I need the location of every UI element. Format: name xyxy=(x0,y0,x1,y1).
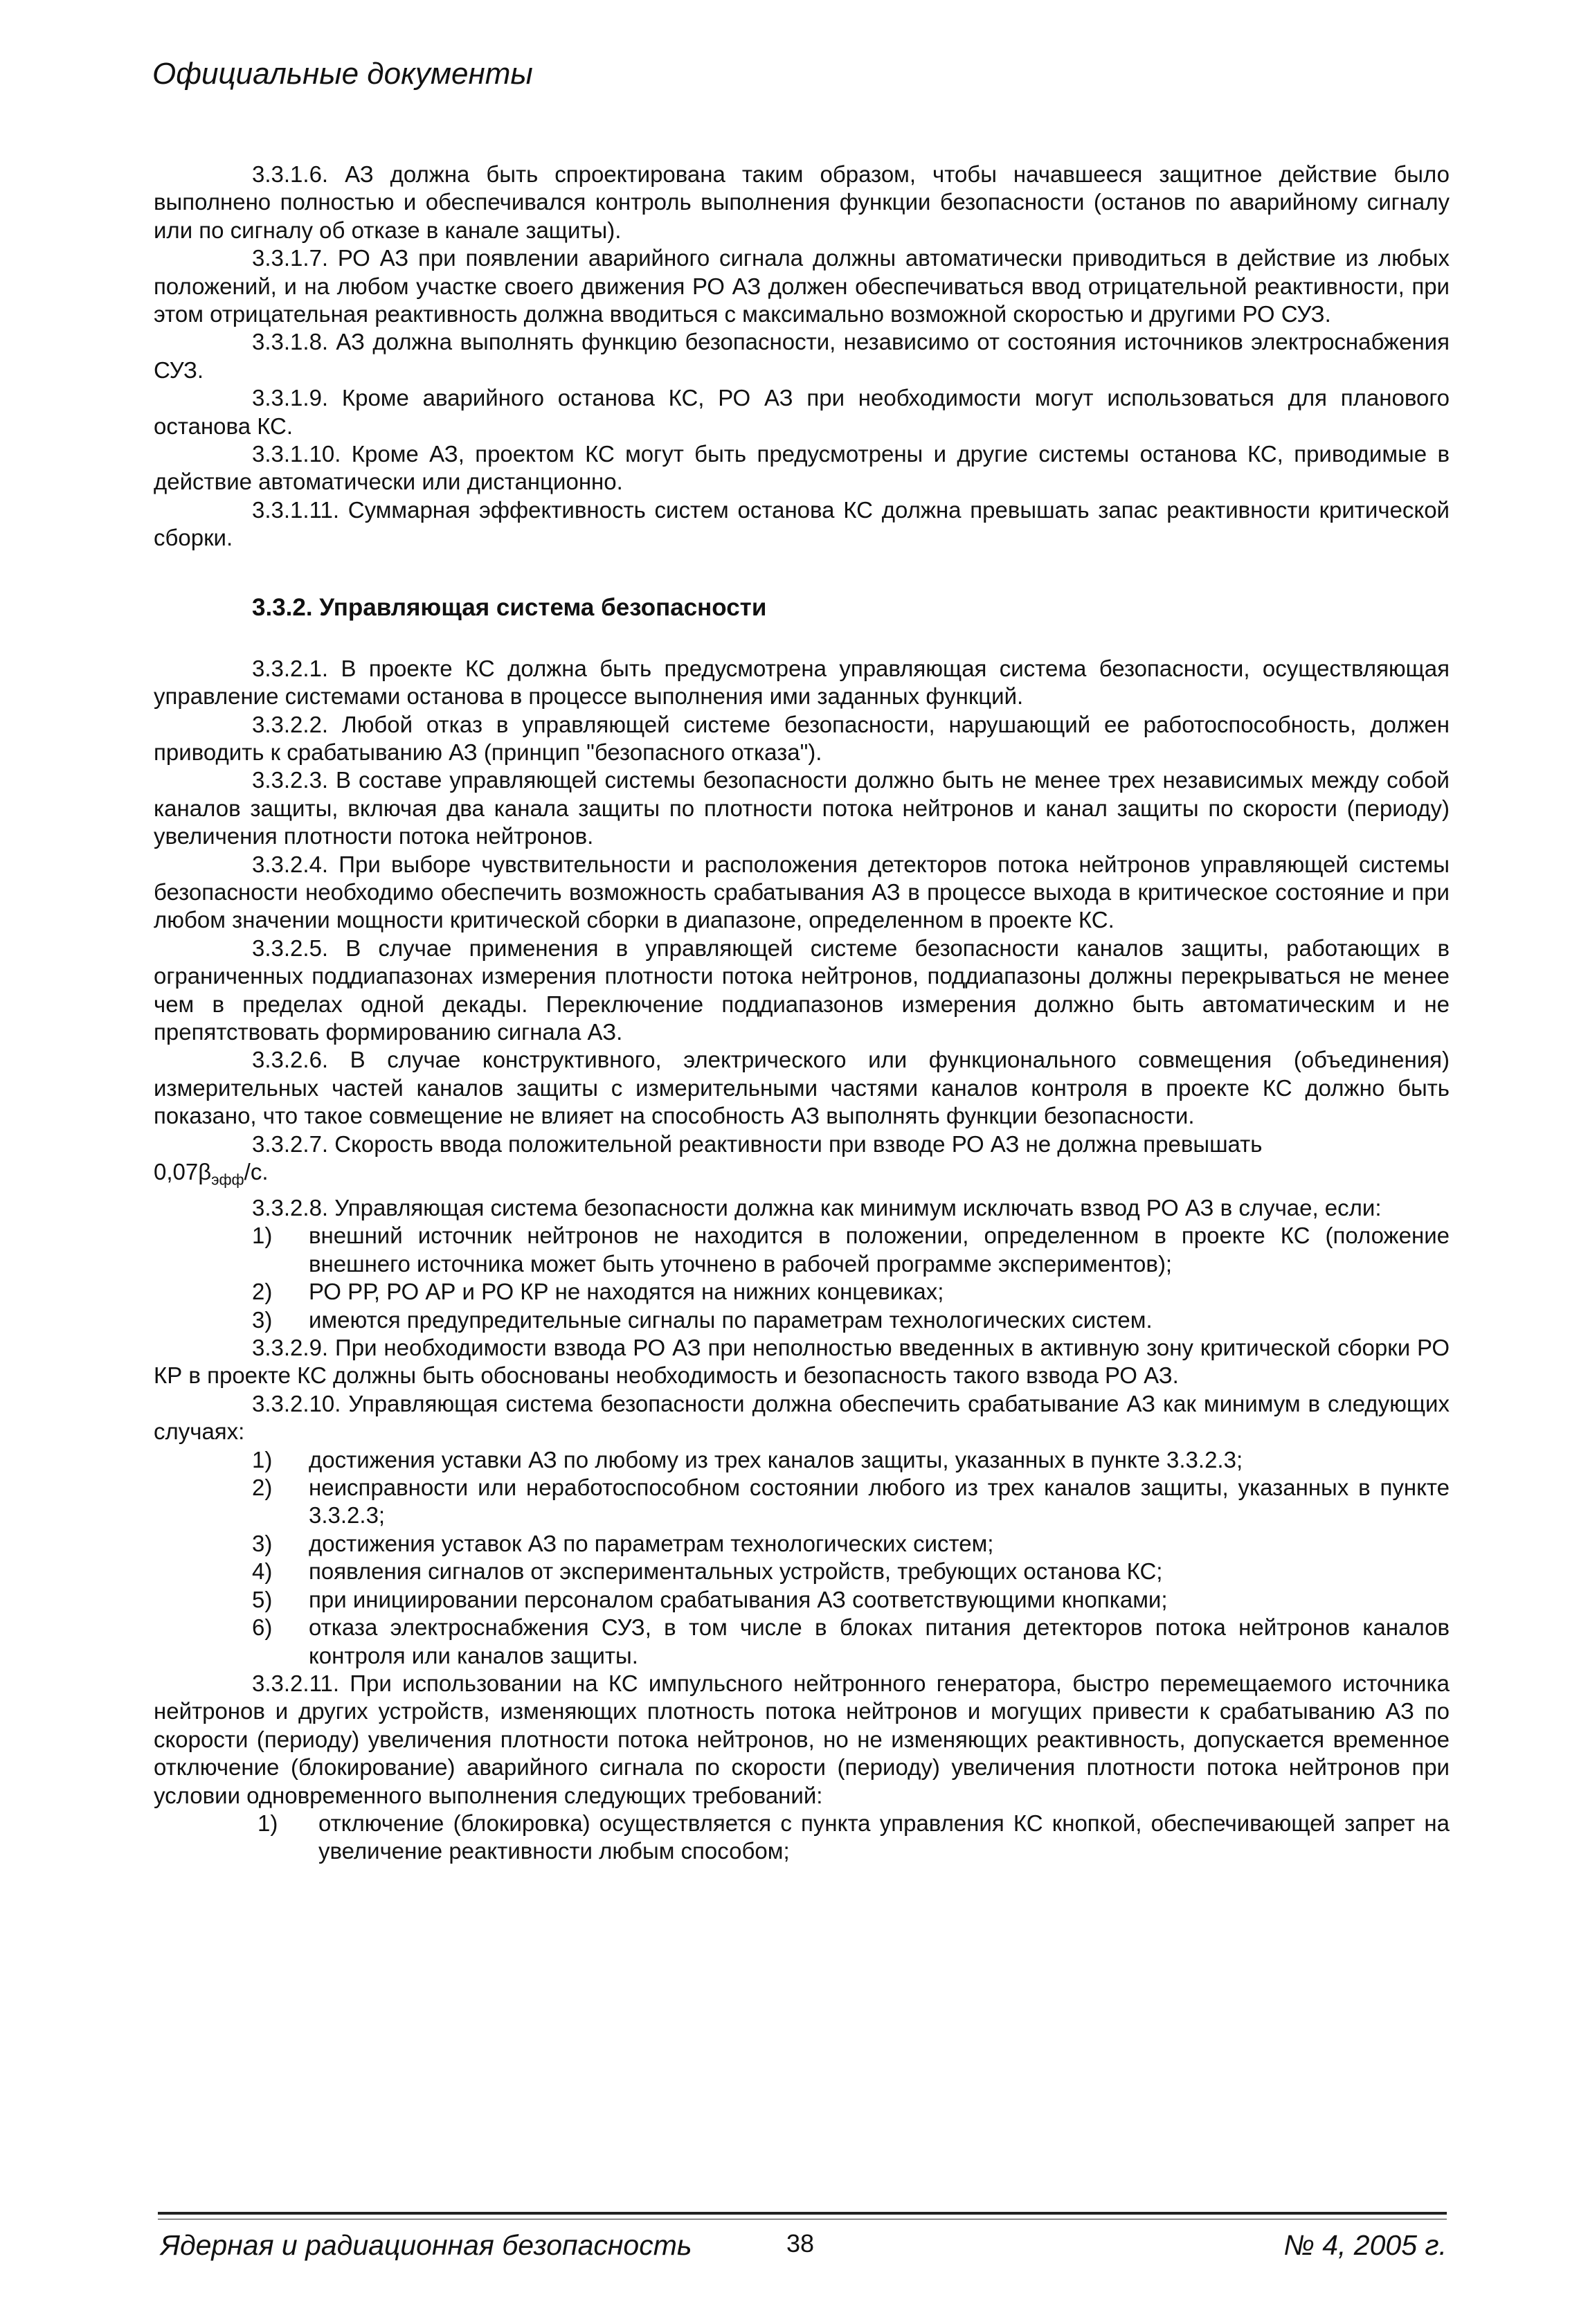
paragraph-text: 3.3.2.9. При необходимости взвода РО АЗ при неполностью введенных в активную зону критической сборки РО КР в проекте КС должны быть обоснованы необходимость и безопасность такого взвода РО АЗ. xyxy=(154,1335,1450,1389)
paragraph xyxy=(154,328,1450,384)
list-item xyxy=(154,1530,1450,1558)
page-number: 38 xyxy=(786,2229,815,2258)
list-item-text: при инициировании персоналом срабатывания АЗ соответствующими кнопками; xyxy=(309,1586,1168,1612)
list-item-text: достижения уставок АЗ по параметрам технологических систем; xyxy=(309,1530,994,1556)
paragraph xyxy=(154,1194,1450,1222)
page-footer xyxy=(161,2229,1447,2271)
paragraph xyxy=(154,851,1450,935)
list-item-number: 2) xyxy=(252,1475,273,1501)
list-item-text: имеются предупредительные сигналы по параметрам технологических систем. xyxy=(309,1306,1153,1333)
numbered-list xyxy=(154,1810,1450,1866)
paragraph-text: 3.3.1.8. АЗ должна выполнять функцию безопасности, независимо от состояния источников электроснабжения СУЗ. xyxy=(154,329,1450,383)
paragraph-text: 3.3.2.4. При выборе чувствительности и расположения детекторов потока нейтронов управляющей системы безопасности необходимо обеспечить возможность срабатывания АЗ в процессе выхода в критическое состояние и при любом значении мощности критической сборки в диапазоне, определенном в проекте КС. xyxy=(154,851,1450,933)
list-item-text: внешний источник нейтронов не находится в положении, определенном в проекте КС (положение внешнего источника может быть уточнено в рабочей программе экспериментов); xyxy=(309,1223,1450,1277)
list-item-text: неисправности или неработоспособном состоянии любого из трех каналов защиты, указанных в пункте 3.3.2.3; xyxy=(309,1475,1450,1529)
formula-subscript: эфф xyxy=(211,1171,244,1189)
paragraph-text: 3.3.1.7. РО АЗ при появлении аварийного сигнала должны автоматически приводиться в действие из любых положений, и на любом участке своего движения РО АЗ должен обеспечиваться ввод отрицательной реактивности, при этом отрицательная реактивность должна вводиться с максимально возможной скоростью и другими РО СУЗ. xyxy=(154,245,1450,327)
paragraph-text: 3.3.2.1. В проекте КС должна быть предусмотрена управляющая система безопасности, осуществляющая управление системами останова в процессе выполнения ими заданных функций. xyxy=(154,655,1450,710)
paragraph-text: 3.3.1.11. Суммарная эффективность систем останова КС должна превышать запас реактивности критической сборки. xyxy=(154,496,1450,551)
list-item xyxy=(154,1278,1450,1306)
list-item-number: 4) xyxy=(252,1558,273,1585)
list-item-number: 6) xyxy=(252,1614,273,1641)
section-heading: 3.3.2. Управляющая система безопасности xyxy=(252,593,767,621)
paragraph xyxy=(154,440,1450,496)
paragraph xyxy=(154,161,1450,244)
list-item-number: 1) xyxy=(252,1446,273,1472)
paragraph xyxy=(154,935,1450,1047)
list-item-number: 2) xyxy=(252,1279,273,1305)
list-item-number: 5) xyxy=(252,1586,273,1612)
paragraph-text: 3.3.2.2. Любой отказ в управляющей системе безопасности, нарушающий ее работоспособность, должен приводить к срабатыванию АЗ (принцип "безопасного отказа"). xyxy=(154,711,1450,765)
paragraph xyxy=(154,1670,1450,1810)
list-item xyxy=(154,1474,1450,1530)
list-item-number: 1) xyxy=(252,1223,273,1249)
list-item-text: отключение (блокировка) осуществляется с пункта управления КС кнопкой, обеспечивающей запрет на увеличение реактивности любым способом; xyxy=(318,1810,1450,1864)
list-item-text: отказа электроснабжения СУЗ, в том числе в блоках питания детекторов потока нейтронов каналов контроля или каналов защиты. xyxy=(309,1614,1450,1668)
list-item xyxy=(154,1446,1450,1474)
footer-journal-title: Ядерная и радиационная безопасность xyxy=(161,2229,692,2261)
paragraph-text: 3.3.1.10. Кроме АЗ, проектом КС могут быть предусмотрены и другие системы останова КС, приводимые в действие автоматически или дистанционно. xyxy=(154,441,1450,495)
paragraph xyxy=(154,655,1450,711)
footer-rule-thick xyxy=(158,2212,1447,2215)
list-item-text: РО РР, РО АР и РО КР не находятся на нижних концевиках; xyxy=(309,1279,944,1305)
list-item xyxy=(154,1586,1450,1614)
numbered-list xyxy=(154,1222,1450,1334)
list-item xyxy=(154,1306,1450,1334)
list-item-number: 3) xyxy=(252,1306,273,1333)
list-item-number: 1) xyxy=(258,1810,278,1836)
paragraph xyxy=(154,1046,1450,1130)
list-item xyxy=(154,1558,1450,1585)
paragraph-text: 3.3.1.6. АЗ должна быть спроектирована таким образом, чтобы начавшееся защитное действие было выполнено полностью и обеспечивался контроль выполнения функции безопасности (останов по аварийному сигналу или по сигналу об отказе в канале защиты). xyxy=(154,161,1450,243)
paragraph xyxy=(154,1390,1450,1446)
formula-text: 0,07β xyxy=(154,1159,212,1184)
paragraph xyxy=(154,244,1450,328)
numbered-list xyxy=(154,1446,1450,1670)
list-item-text: появления сигналов от экспериментальных устройств, требующих останова КС; xyxy=(309,1558,1163,1585)
paragraph-text: 3.3.2.5. В случае применения в управляющей системе безопасности каналов защиты, работающих в ограниченных поддиапазонах измерения плотности потока нейтронов, поддиапазоны должны перекрываться не менее чем в пределах одной декады. Переключение поддиапазонов измерения должно быть автоматическим и не препятствовать формированию сигнала АЗ. xyxy=(154,935,1450,1045)
paragraph-text: 3.3.2.10. Управляющая система безопасности должна обеспечить срабатывание АЗ как минимум в следующих случаях: xyxy=(154,1390,1450,1445)
paragraph xyxy=(154,384,1450,440)
document-body xyxy=(154,161,1450,1866)
formula-tail: /с. xyxy=(244,1159,269,1184)
paragraph-text: 3.3.1.9. Кроме аварийного останова КС, РО АЗ при необходимости могут использоваться для планового останова КС. xyxy=(154,385,1450,439)
list-item xyxy=(154,1614,1450,1670)
paragraph-text: 3.3.2.7. Скорость ввода положительной реактивности при взводе РО АЗ не должна превышать xyxy=(252,1131,1263,1157)
list-item xyxy=(154,1222,1450,1278)
paragraph xyxy=(154,766,1450,850)
page-header: Официальные документы xyxy=(152,57,533,91)
paragraph xyxy=(154,1334,1450,1390)
list-item-text: достижения уставки АЗ по любому из трех каналов защиты, указанных в пункте 3.3.2.3; xyxy=(309,1446,1243,1472)
paragraph-text: 3.3.2.11. При использовании на КС импульсного нейтронного генератора, быстро перемещаемого источника нейтронов и других устройств, изменяющих плотность потока нейтронов и могущих привести к срабатыванию АЗ по скорости (периоду) увеличения плотности потока нейтронов, но не изменяющих реактивность, допускается временное отключение (блокирование) аварийного сигнала по скорости (периоду) увеличения плотности потока нейтронов при условии одновременного выполнения следующих требований: xyxy=(154,1670,1450,1808)
list-item xyxy=(154,1810,1450,1866)
footer-issue: № 4, 2005 г. xyxy=(1283,2229,1447,2261)
paragraph xyxy=(154,711,1450,767)
paragraph xyxy=(154,1131,1450,1194)
paragraph-text: 3.3.2.6. В случае конструктивного, электрического или функционального совмещения (объединения) измерительных частей каналов защиты с измерительными частями каналов контроля в проекте КС должно быть показано, что такое совмещение не влияет на способность АЗ выполнять функции безопасности. xyxy=(154,1047,1450,1129)
list-item-number: 3) xyxy=(252,1530,273,1556)
paragraph-text: 3.3.2.8. Управляющая система безопасности должна как минимум исключать взвод РО АЗ в случае, если: xyxy=(252,1195,1382,1220)
paragraph xyxy=(154,496,1450,552)
paragraph-text: 3.3.2.3. В составе управляющей системы безопасности должно быть не менее трех независимых между собой каналов защиты, включая два канала защиты по плотности потока нейтронов и канал защиты по скорости (периоду) увеличения плотности потока нейтронов. xyxy=(154,767,1450,849)
